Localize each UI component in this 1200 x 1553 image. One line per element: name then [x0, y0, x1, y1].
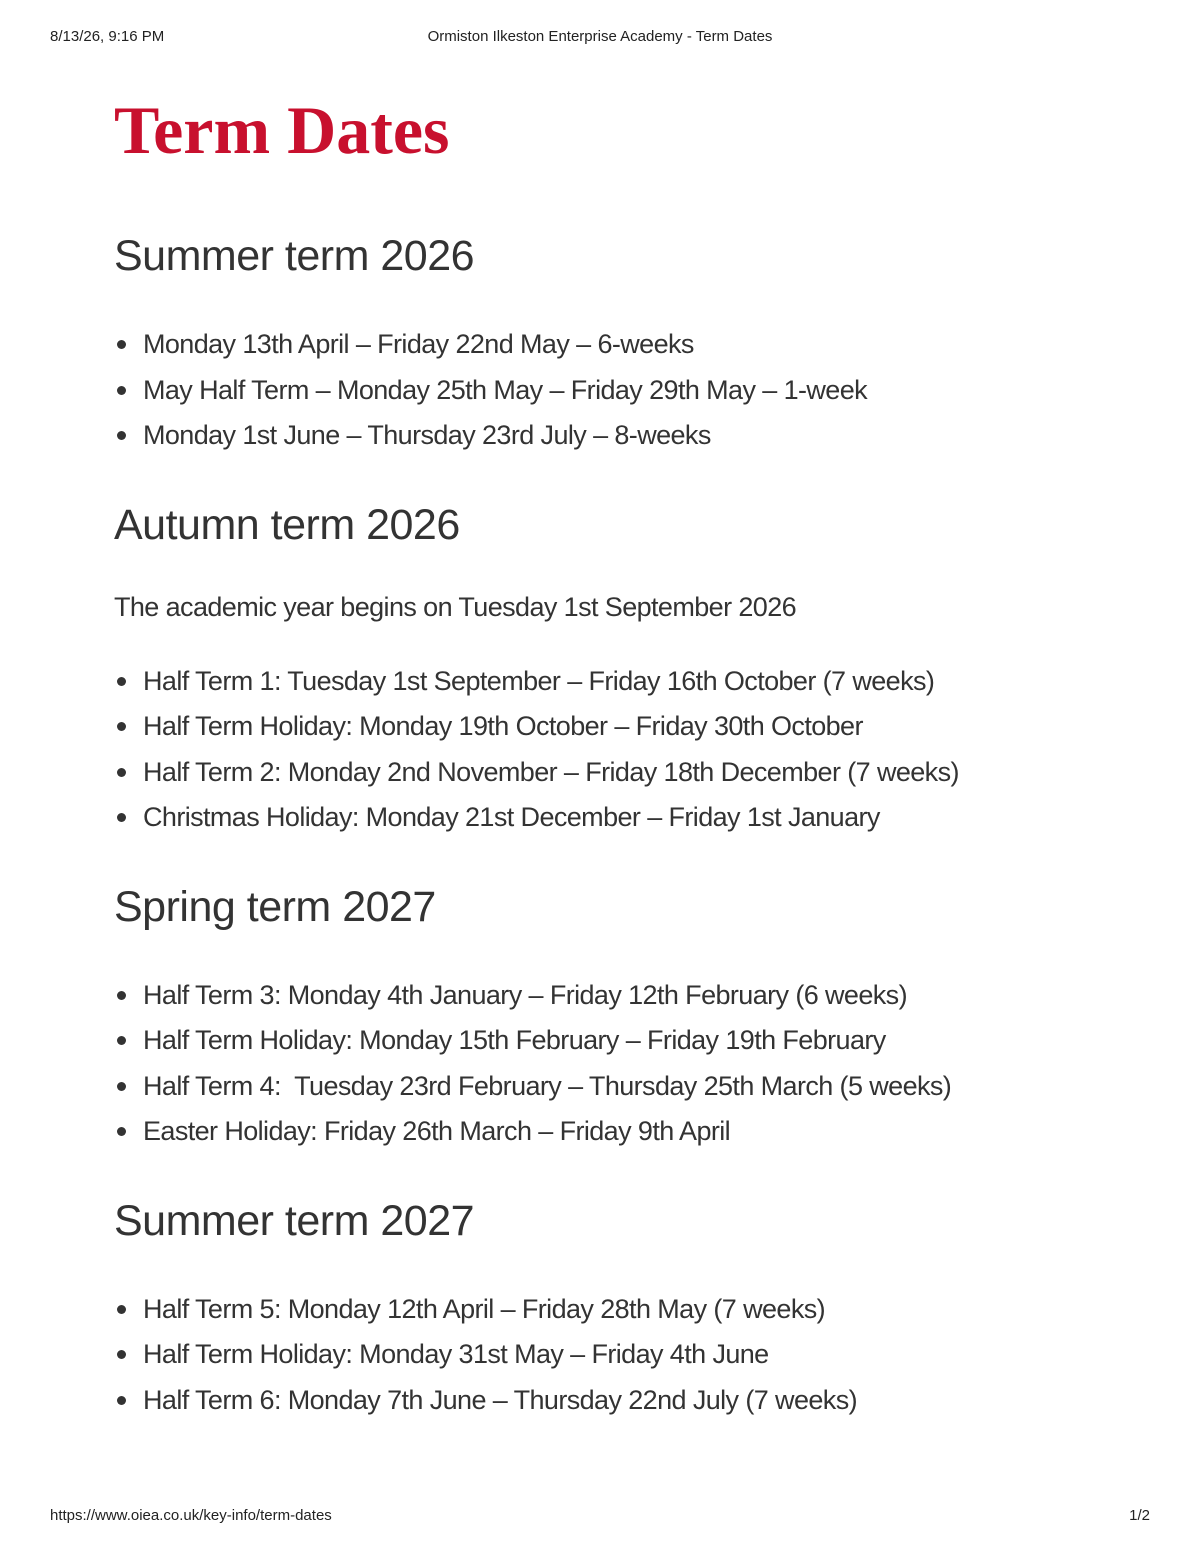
main-content — [114, 88, 1114, 1423]
list-item-text: May Half Term – Monday 25th May – Friday 29th May – 1-week — [143, 374, 868, 405]
list-item-text: Half Term Holiday: Monday 15th February – Friday 19th February — [143, 1025, 886, 1055]
list-item-text: Easter Holiday: Friday 26th March – Friday 9th April — [143, 1116, 731, 1146]
list-item-text: Monday 1st June – Thursday 23rd July – 8-weeks — [143, 420, 711, 450]
list-item-text: Half Term 3: Monday 4th January – Friday 12th February (6 weeks) — [143, 979, 907, 1010]
list-item — [114, 1287, 1114, 1333]
list-item — [114, 704, 1114, 750]
list-item-text: Half Term 2: Monday 2nd November – Friday 18th December (7 weeks) — [143, 756, 959, 787]
bullet-icon — [117, 991, 126, 1000]
list-item-text: Half Term 1: Tuesday 1st September – Friday 16th October (7 weeks) — [143, 665, 935, 696]
section-heading-summer-2026: Summer term 2026 — [114, 232, 475, 280]
list-item — [114, 1064, 1114, 1110]
bullet-icon — [117, 813, 126, 822]
bullet-icon — [117, 340, 126, 349]
term-list-autumn-2026 — [114, 659, 1114, 841]
list-item — [114, 1109, 1114, 1155]
list-item-text: Half Term 5: Monday 12th April – Friday 28th May (7 weeks) — [143, 1293, 826, 1324]
list-item-text: Half Term Holiday: Monday 19th October – Friday 30th October — [143, 711, 863, 741]
term-list-summer-2026 — [114, 322, 1114, 459]
list-item — [114, 322, 1114, 368]
academic-year-intro: The academic year begins on Tuesday 1st September 2026 — [114, 591, 797, 622]
page-number: 1/2 — [1129, 1507, 1150, 1524]
bullet-icon — [117, 386, 126, 395]
list-item — [114, 413, 1114, 459]
section-heading-spring-2027: Spring term 2027 — [114, 882, 436, 931]
list-item — [114, 1332, 1114, 1378]
bullet-icon — [117, 677, 126, 686]
term-list-spring-2027 — [114, 973, 1114, 1155]
list-item-text: Half Term 4: Tuesday 23rd February – Thursday 25th March (5 weeks) — [143, 1070, 952, 1101]
section-heading-summer-2027: Summer term 2027 — [114, 1196, 475, 1245]
bullet-icon — [117, 768, 126, 777]
list-item-text: Christmas Holiday: Monday 21st December – Friday 1st January — [143, 802, 880, 832]
bullet-icon — [117, 1127, 126, 1136]
bullet-icon — [117, 431, 126, 440]
page-url: https://www.oiea.co.uk/key-info/term-dates — [50, 1507, 332, 1524]
term-list-summer-2027 — [114, 1287, 1114, 1424]
list-item — [114, 1018, 1114, 1064]
list-item — [114, 1378, 1114, 1424]
list-item — [114, 973, 1114, 1019]
bullet-icon — [117, 1305, 126, 1314]
bullet-icon — [117, 1350, 126, 1359]
section-heading-autumn-2026: Autumn term 2026 — [114, 500, 460, 549]
page-title: Term Dates — [114, 92, 450, 168]
print-footer — [50, 1507, 1150, 1527]
print-document-title: Ormiston Ilkeston Enterprise Academy - Term Dates — [427, 28, 773, 45]
list-item — [114, 368, 1114, 414]
list-item-text: Monday 13th April – Friday 22nd May – 6-weeks — [143, 329, 694, 359]
bullet-icon — [117, 1396, 126, 1405]
bullet-icon — [117, 722, 126, 731]
print-datetime: 8/13/26, 9:16 PM — [50, 28, 165, 45]
list-item-text: Half Term 6: Monday 7th June – Thursday 22nd July (7 weeks) — [143, 1384, 857, 1415]
bullet-icon — [117, 1036, 126, 1045]
list-item — [114, 659, 1114, 705]
bullet-icon — [117, 1082, 126, 1091]
list-item-text: Half Term Holiday: Monday 31st May – Friday 4th June — [143, 1339, 769, 1369]
print-header — [50, 28, 1150, 48]
list-item — [114, 795, 1114, 841]
list-item — [114, 750, 1114, 796]
